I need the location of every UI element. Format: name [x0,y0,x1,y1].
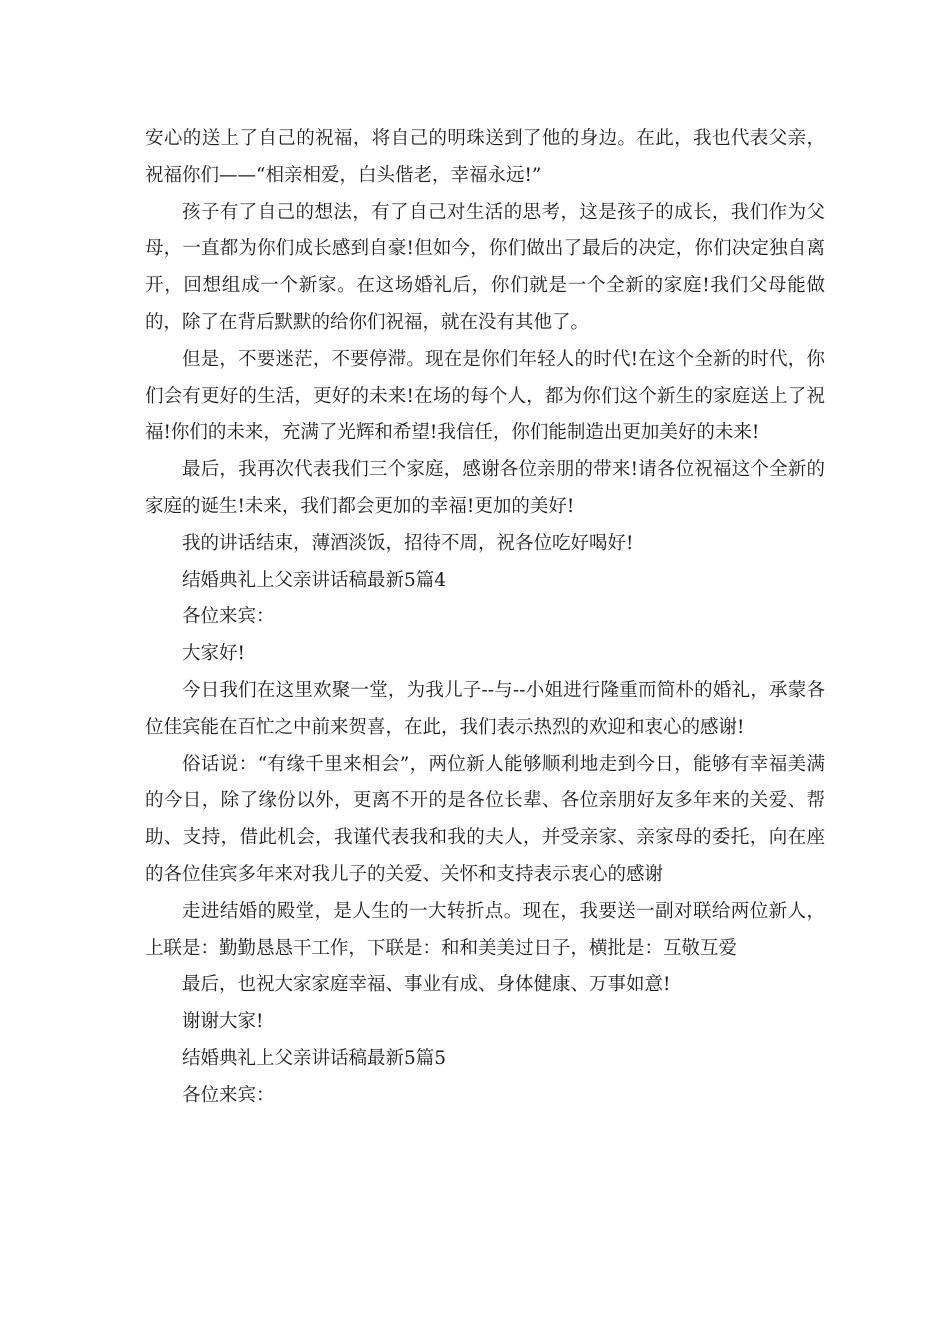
paragraph: 谢谢大家! [182,1011,264,1033]
paragraph: 安心的送上了自己的祝福，将自己的明珠送到了他的身边。在此，我也代表父亲，祝福你们——“相亲相爱，白头偕老，幸福永远!” [145,128,825,186]
paragraph: 各位来宾： [182,1084,275,1106]
paragraph: 各位来宾： [182,606,275,628]
paragraph: 走进结婚的殿堂，是人生的一大转折点。现在，我要送一副对联给两位新人，上联是：勤勤恳恳干工作，下联是：和和美美过日子，横批是：互敬互爱 [145,900,825,959]
paragraph: 最后，也祝大家家庭幸福、事业有成、身体健康、万事如意! [182,974,671,996]
paragraph: 结婚典礼上父亲讲话稿最新5篇4 [182,569,447,591]
document-body [145,121,825,1115]
paragraph: 我的讲话结束，薄酒淡饭，招待不周，祝各位吃好喝好! [182,532,634,554]
paragraph: 孩子有了自己的想法，有了自己对生活的思考，这是孩子的成长，我们作为父母，一直都为你们成长感到自豪!但如今，你们做出了最后的决定，你们决定独自离开，回想组成一个新家。在这场婚礼后，你们就是一个全新的家庭!我们父母能做的，除了在背后默默的给你们祝福，就在没有其他了。 [145,201,825,333]
paragraph: 结婚典礼上父亲讲话稿最新5篇5 [182,1047,447,1069]
paragraph: 最后，我再次代表我们三个家庭，感谢各位亲朋的带来!请各位祝福这个全新的家庭的诞生!未来，我们都会更加的幸福!更加的美好! [145,459,825,517]
paragraph: 大家好! [182,643,245,665]
paragraph: 但是，不要迷茫，不要停滞。现在是你们年轻人的时代!在这个全新的时代，你们会有更好的生活，更好的未来!在场的每个人，都为你们这个新生的家庭送上了祝福!你们的未来，充满了光辉和希望!我信任，你们能制造出更加美好的未来! [145,348,825,444]
paragraph: 俗话说：“有缘千里来相会”，两位新人能够顺利地走到今日，能够有幸福美满的今日，除了缘份以外，更离不开的是各位长辈、各位亲朋好友多年来的关爱、帮助、支持，借此机会，我谨代表我和我的夫人，并受亲家、亲家母的委托，向在座的各位佳宾多年来对我儿子的关爱、关怀和支持表示衷心的感谢 [145,753,825,885]
paragraph: 今日我们在这里欢聚一堂，为我儿子--与--小姐进行隆重而简朴的婚礼，承蒙各位佳宾能在百忙之中前来贺喜，在此，我们表示热烈的欢迎和衷心的感谢! [145,679,825,738]
